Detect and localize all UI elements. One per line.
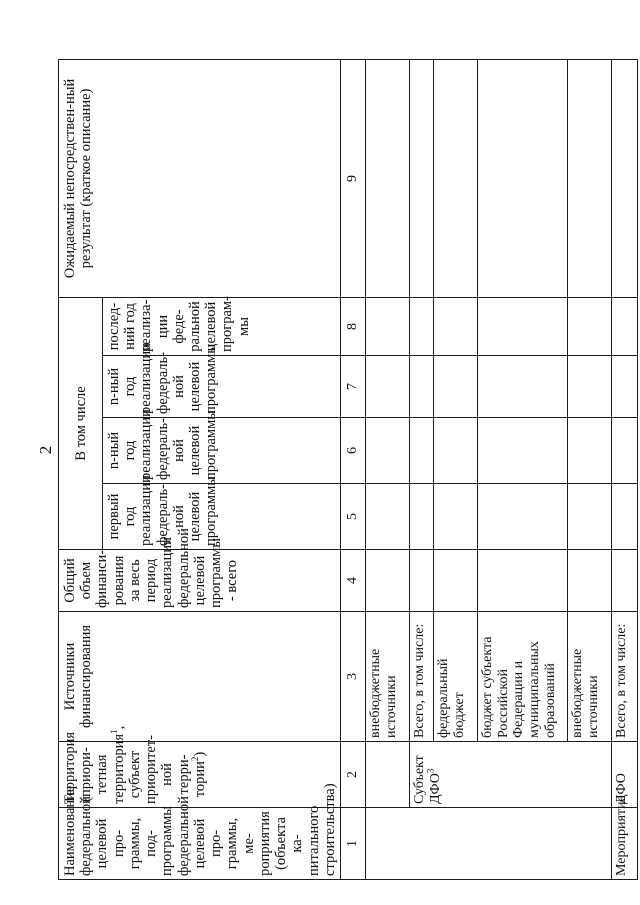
table-cell <box>611 59 637 297</box>
subject-cell <box>409 742 611 808</box>
footnote-mark-2: 2 <box>190 756 201 762</box>
header-col-9-text: Ожидаемый непосредствен-ный результат (краткое описание) <box>62 78 95 279</box>
column-number: 8 <box>340 297 365 355</box>
header-col-7-text: n-ный год реализации федераль-ной целевой программы <box>105 343 220 414</box>
table-cell <box>365 550 409 612</box>
table-cell <box>567 484 611 550</box>
page-number: 2 <box>36 445 55 455</box>
table-cell <box>477 59 567 297</box>
table-cell <box>433 550 477 612</box>
source-cell: внебюджетные источники <box>567 612 611 742</box>
table-cell <box>477 484 567 550</box>
column-number-row <box>340 59 365 879</box>
column-number: 6 <box>340 418 365 484</box>
financing-table <box>58 59 638 880</box>
header-col-4-text: Общий объем финанси-рования за весь период реализации федеральной целевой программы - всего <box>62 528 241 608</box>
table-cell <box>409 418 433 484</box>
table-row <box>611 59 637 879</box>
table-row <box>365 59 409 879</box>
header-col-2-text: Территория (приори-тетная территория <box>62 731 127 804</box>
source-cell: Всего, в том числе: <box>611 612 637 742</box>
header-col-5-text: первый год реализации федераль-ной целевой программы <box>105 475 220 546</box>
footnote-mark-3: 3 <box>425 768 435 774</box>
table-cell <box>611 418 637 484</box>
column-number: 5 <box>340 484 365 550</box>
table-cell <box>409 297 433 355</box>
header-col-2-rest: , субъект приоритет-ной терри-тории <box>110 725 208 804</box>
header-col-3-text: Источники финансирования <box>62 624 95 729</box>
header-col-2 <box>59 725 341 808</box>
source-cell: Всего, в том числе: <box>409 612 433 742</box>
column-number: 7 <box>340 356 365 418</box>
table-cell <box>611 484 637 550</box>
header-group-text: В том числе <box>72 386 89 461</box>
header-col-4 <box>59 528 341 612</box>
table-cell <box>409 59 433 297</box>
table-cell <box>365 484 409 550</box>
header-col-2-end: ) <box>191 751 208 757</box>
table-cell <box>433 297 477 355</box>
table-cell <box>433 418 477 484</box>
header-col-8 <box>102 297 340 355</box>
column-number: 9 <box>340 59 365 297</box>
table-cell <box>365 356 409 418</box>
header-col-3 <box>59 612 341 742</box>
event-cell: Мероприятие <box>611 808 637 880</box>
table-cell <box>567 418 611 484</box>
table-cell <box>433 59 477 297</box>
landscape-page <box>58 60 638 880</box>
column-number: 2 <box>340 742 365 808</box>
footnote-mark-1: 1 <box>108 729 119 734</box>
table-cell <box>365 418 409 484</box>
table-cell <box>365 742 409 808</box>
rotated-table-frame <box>58 60 638 880</box>
table-cell <box>365 808 611 880</box>
header-col-8-text: послед-ний год реализа-ции феде-ральной целевой програм-мы <box>105 296 252 352</box>
table-cell <box>567 297 611 355</box>
table-cell <box>567 356 611 418</box>
header-col-6-text: n-ный год реализации федераль-ной целевой программы <box>105 409 220 480</box>
table-cell <box>365 297 409 355</box>
table-cell <box>477 356 567 418</box>
column-number: 3 <box>340 612 365 742</box>
header-col-9 <box>59 59 341 297</box>
table-row <box>409 59 433 879</box>
source-cell: федеральный бюджет <box>433 612 477 742</box>
table-cell <box>433 356 477 418</box>
header-col-1 <box>59 783 341 880</box>
source-cell: бюджет субъекта Российской Федерации и муниципальных образований <box>477 612 567 742</box>
header-col-1-text: Наименование федеральной целевой про-граммы, под-программы федеральной целевой про-граммы, ме-роприятия (объекта ка-питального строительства) <box>62 783 338 876</box>
table-cell <box>611 356 637 418</box>
column-number: 4 <box>340 550 365 612</box>
subject-label: Субъект ДФО <box>411 755 443 804</box>
table-cell <box>433 484 477 550</box>
header-row-1 <box>59 59 103 879</box>
dfo-cell: ДФО <box>611 742 637 808</box>
source-cell: внебюджетные источники <box>365 612 409 742</box>
table-cell <box>365 59 409 297</box>
table-cell <box>611 550 637 612</box>
header-col-7 <box>102 343 340 418</box>
table-cell <box>567 550 611 612</box>
column-number: 1 <box>340 808 365 880</box>
table-cell <box>567 59 611 297</box>
table-cell <box>477 297 567 355</box>
table-cell <box>611 297 637 355</box>
table-cell <box>409 356 433 418</box>
header-group-in-total <box>59 297 103 549</box>
table-cell <box>477 550 567 612</box>
table-cell <box>409 550 433 612</box>
table-cell <box>477 418 567 484</box>
table-cell <box>409 484 433 550</box>
header-col-6 <box>102 409 340 484</box>
